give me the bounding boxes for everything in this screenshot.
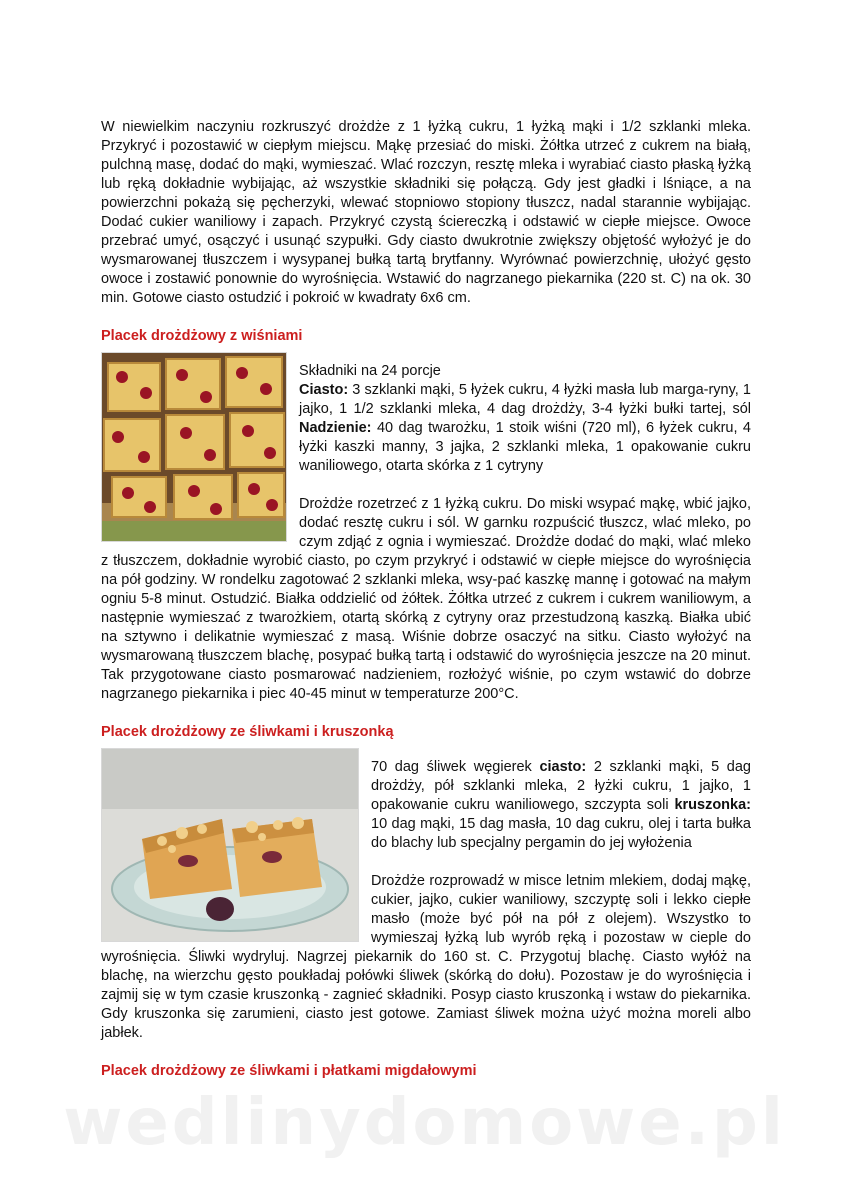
recipe-title-plum-almond: Placek drożdżowy ze śliwkami i płatkami migdałowymi	[101, 1063, 477, 1079]
watermark: wedlinydomowe.pl	[63, 1086, 786, 1160]
plum-cake-photo	[101, 748, 359, 942]
recipe2-crumble-label: kruszonka:	[674, 797, 751, 813]
recipe1-dough-label: Ciasto:	[299, 382, 349, 398]
intro-paragraph: W niewielkim naczyniu rozkruszyć drożdże z 1 łyżką cukru, 1 łyżką mąki i 1/2 szklanki mleka. Przykryć i pozostawić w ciepłym miejscu. Mąkę przesiać do miski. Żółtka utrzeć z cukrem na białą, pulchną masę, dodać do mąki, wymieszać. Wlać rozczyn, resztę mleka i wyrabiać ciasto płaską łyżką lub ręką dokładnie wybijając, aż wszystkie składniki się połączą. Gdy jest gładki i lśniące, a na powierzchni pokażą się pęcherzyki, wlewać stopniowo stopiony tłuszcz, nadal starannie wybijając. Dodać cukier waniliowy i zapach. Przykryć czystą ściereczką i odstawić w ciepłe miejsce. Owoce przebrać umyć, osączyć i usunąć szypułki. Gdy ciasto dwukrotnie zwiększy objętość wyłożyć je do wysmarowanej tłuszczem i wysypanej bułką tartą brytfanny. Wyrównać powierzchnię, ułożyć gęsto owoce i zostawić ponownie do wyrośnięcia. Wstawić do nagrzanego piekarnika (220 st. C) na ok. 30 min. Gotowe ciasto ostudzić i pokroić w kwadraty 6x6 cm.	[101, 119, 751, 306]
recipe1-servings: Składniki na 24 porcje	[299, 363, 441, 379]
recipe-title-plum-crumble: Placek drożdżowy ze śliwkami i kruszonką	[101, 724, 394, 740]
recipe-title-cherry: Placek drożdżowy z wiśniami	[101, 328, 303, 344]
plum-cake-illustration	[102, 749, 358, 941]
recipe2-dough-text: 2 szklanki mąki, 5 dag drożdży, pół szklanki mleka, 2 łyżki cukru, 1 jajko, 1 opakowanie cukru waniliowego, szczypta soli	[371, 759, 751, 813]
recipe1-dough-text: 3 szklanki mąki, 5 łyżek cukru, 4 łyżki masła lub marga-ryny, 1 jajko, 1 1/2 szklanki mleka, 4 dag drożdży, 3-4 łyżki bułki tartej, sól	[299, 382, 751, 417]
recipe1-filling-text: 40 dag twarożku, 1 stoik wiśni (720 ml), 6 łyżek cukru, 4 łyżki kaszki manny, 3 jajka, 2 szklanki mleka, 1 opakowanie cukru waniliowego, otarta skórka z 1 cytryny	[299, 420, 751, 474]
recipe2-ing-pre: 70 dag śliwek węgierek	[371, 759, 540, 775]
recipe1-method: Drożdże rozetrzeć z 1 łyżką cukru. Do miski wsypać mąkę, wbić jajko, dodać resztę cukru i sól. W garnku rozpuścić tłuszcz, wlać mleko, po czym zdjąć z ognia i wymieszać. Drożdże dodać do mąki, wlać mleko z tłuszczem, dokładnie wyrobić ciasto, po czym przykryć i odstawić w ciepłe miejsce do wyrośnięcia na pół godziny. W rondelku zagotować 2 szklanki mleka, wsy-pać kaszkę mannę i gotować na małym ogniu 5-8 minut. Ostudzić. Białka oddzielić od żółtek. Żółtka utrzeć z cukrem i cukrem waniliowym, a następnie wymieszać z twarożkiem, otartą skórką z cytryny oraz przestudzoną kaszką. Białka ubić na sztywno i delikatnie wymieszać z masą. Wiśnie dobrze osaczyć na sitku. Ciasto wyłożyć na wysmarowaną tłuszczem blachę, posypać bułką tartą i odstawić do wyrośnięcia jeszcze na 20 minut. Tak przygotowane ciasto posmarować nadzieniem, rozłożyć wiśnie, po czym wstawić do dobrze nagrzanego piekarnika i piec 40-45 minut w temperaturze 200°C.	[101, 496, 751, 702]
recipe1-filling-label: Nadzienie:	[299, 420, 372, 436]
cherry-cake-illustration	[102, 353, 286, 541]
document-page	[101, 118, 751, 1081]
cherry-cake-photo	[101, 352, 287, 542]
recipe2-method: Drożdże rozprowadź w misce letnim mlekiem, dodaj mąkę, cukier, jajko, cukier waniliowy, szczyptę soli i lekko ciepłe masło (może być pół na pół z olejem). Wszystko to wymieszaj łyżką lub wyrób ręką i pozostaw w cieple do wyrośnięcia. Śliwki wydryluj. Nagrzej piekarnik do 160 st. C. Przygotuj blachę. Ciasto wyłóż na blachę, na wierzchu gęsto poukładaj połówki śliwek (skórką do dołu). Pozostaw je do wyrośnięcia i zajmij się w tym czasie kruszonką - zagnieć składniki. Posyp ciasto kruszonką i wstaw do piekarnika. Gdy kruszonka się zarumieni, ciasto jest gotowe. Zamiast śliwek można użyć można moreli albo jabłek.	[101, 873, 751, 1041]
recipe2-crumble-text: 10 dag mąki, 15 dag masła, 10 dag cukru, olej i tarta bułka do blachy lub specjalny pergamin do jej wyłożenia	[371, 816, 751, 851]
recipe2-dough-label: ciasto:	[539, 759, 587, 775]
